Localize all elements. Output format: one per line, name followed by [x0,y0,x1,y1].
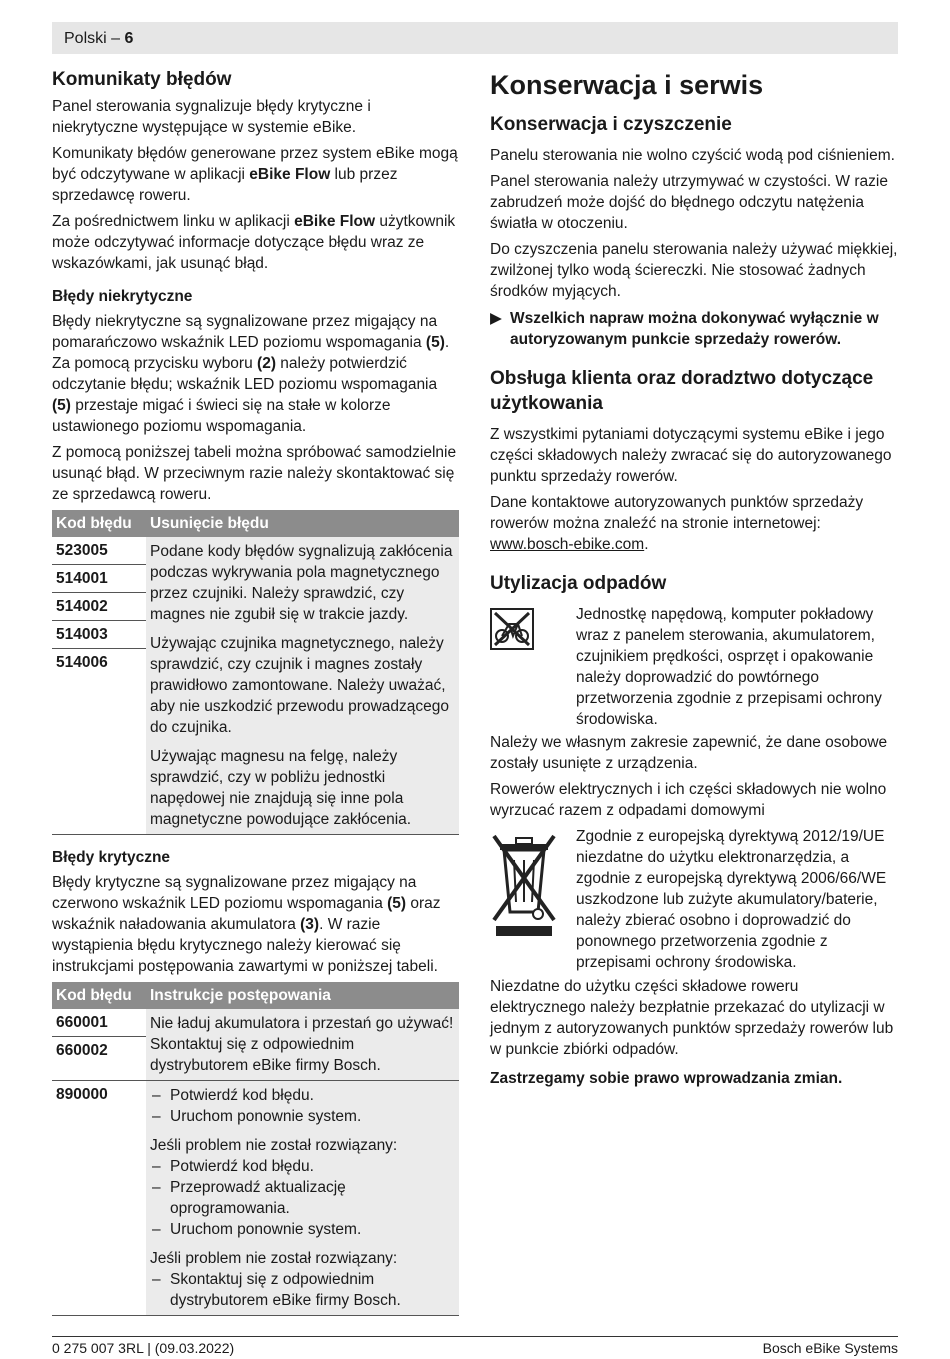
instructions-cell [146,1081,459,1316]
text-span: Komunikaty błędów generowane przez system eBike mogą być odczytywane w aplikacji [52,145,458,183]
critical-errors-title: Błędy krytyczne [52,849,171,866]
error-code: 514006 [52,648,146,676]
right-column [490,68,898,1094]
disposal-block-1 [490,604,898,730]
repair-note [490,308,898,350]
header-separator: – [106,30,125,47]
table-row [52,537,459,835]
disposal-paragraph-3: Rowerów elektrycznych i ich części składowych nie wolno wyrzucać razem z odpadami domowymi [490,781,887,819]
app-name: eBike Flow [249,166,331,183]
disposal-paragraph-5: Niezdatne do użytku części składowe roweru elektrycznego należy bezpłatnie przekazać do utylizacji w jednym z autoryzowanych punktów sprzedaży rowerów lub w punkcie zbiórki odpadów. [490,978,894,1058]
reserve-text: Zastrzegamy sobie prawo wprowadzania zmian. [490,1070,843,1087]
remedy-text: Używając czujnika magnetycznego, należy sprawdzić, czy czujnik i magnes zostały prawidłowo zamontowane. Należy uważać, aby nie uszkodzić przewodu prowadzącego do czujnika. [150,635,449,736]
column-header-code: Kod błędu [52,510,146,537]
list-item: – Uruchom ponownie system. [150,1106,455,1127]
text-span: . Za pomocą przycisku wyboru [52,334,450,372]
table-header-row [52,510,459,537]
remedy-cell [146,537,459,835]
text-span: Błędy niekrytyczne są sygnalizowane przez migający na pomarańczowo wskaźnik LED poziomu wspomagania [52,313,438,351]
noncritical-paragraph-2: Z pomocą poniższej tabeli można spróbować samodzielnie usunąć błąd. W przeciwnym razie należy skontaktować się ze sprzedawcą roweru. [52,444,457,503]
table-header-row [52,982,459,1009]
ref-number: (5) [387,895,407,912]
triangle-right-icon: ▶ [490,310,502,327]
disposal-paragraph-4: Zgodnie z europejską dyrektywą 2012/19/UE niezdatne do użytku elektronarzędzia, a zgodnie z europejską dyrektywą 2006/66/WE uszkodzone lub zużyte akumulatory/baterie, należy zbierać osobno i doprowadzić do ponownego przetworzenia zgodnie z przepisami ochrony środowiska. [576,828,887,971]
table-row [52,1081,459,1316]
reserve-notice [490,1068,898,1089]
noncritical-paragraph-1 [52,311,459,437]
remedy-text: Używając magnesu na felgę, należy sprawdzić, czy w pobliżu jednostki napędowej nie znajdują się inne pola magnetyczne powodujące zakłócenia. [150,748,412,828]
error-messages-title: Komunikaty błędów [52,69,232,90]
page-header-bar [52,22,898,54]
error-code: 890000 [52,1081,146,1108]
list-item: – Skontaktuj się z odpowiednim dystrybutorem eBike firmy Bosch. [150,1269,455,1311]
text-span: lub przez sprzedawcę roweru. [52,166,398,204]
footer-divider [52,1336,898,1337]
ref-number: (3) [300,916,320,933]
ref-number: (5) [52,397,71,414]
repair-note-text: Wszelkich napraw można dokonywać wyłącznie w autoryzowanym punkcie sprzedaży rowerów. [510,310,879,348]
error-code-cell [52,537,146,835]
text-span: Za pośrednictwem linku w aplikacji [52,213,295,230]
intro-paragraph-1: Panel sterowania sygnalizuje błędy krytyczne i niekrytyczne występujące w systemie eBike. [52,98,371,136]
instruction-list [150,1269,455,1311]
text-span: należy potwierdzić odczytanie błędu; wskaźnik LED poziomu wspomagania [52,355,438,393]
text-span: . [644,536,649,553]
text-span: . W razie wystąpienia błędu krytycznego należy kierować się instrukcjami postępowania zawartymi w poniższej tabeli. [52,916,438,975]
crossed-out-bin-icon [490,830,558,944]
service-paragraph-2 [490,492,898,555]
customer-service-title: Obsługa klienta oraz doradztwo dotyczące użytkowania [490,368,874,414]
no-bicycle-bin-icon [490,608,534,656]
column-header-code: Kod błędu [52,982,146,1009]
ref-number: (5) [425,334,445,351]
maintenance-service-title: Konserwacja i serwis [490,70,764,100]
text-span: Dane kontaktowe autoryzowanych punktów sprzedaży rowerów można znaleźć na stronie internetowej: [490,494,864,532]
disposal-paragraph-2: Należy we własnym zakresie zapewnić, że dane osobowe zostały usunięte z urządzenia. [490,734,888,772]
instruction-condition: Jeśli problem nie został rozwiązany: [150,1137,398,1154]
remedy-text: Podane kody błędów sygnalizują zakłócenia podczas wykrywania pola magnetycznego przez czujniki. Należy sprawdzić, czy magnes nie zgubił się w trakcie jazdy. [150,543,453,623]
error-code: 523005 [52,537,146,564]
list-item: – Potwierdź kod błędu. [150,1156,455,1177]
maintenance-paragraph-1: Panelu sterowania nie wolno czyścić wodą pod ciśnieniem. [490,147,895,164]
noncritical-error-table [52,510,459,835]
footer-brand: Bosch eBike Systems [762,1340,898,1356]
ref-number: (2) [257,355,276,372]
header-language: Polski [64,30,107,47]
page-header-text [64,28,133,49]
noncritical-errors-title: Błędy niekrytyczne [52,288,193,305]
error-code: 514003 [52,620,146,648]
error-code: 660002 [52,1036,146,1064]
error-code: 514002 [52,592,146,620]
list-item: – Potwierdź kod błędu. [150,1085,455,1106]
list-item: – Przeprowadź aktualizację oprogramowania. [150,1177,455,1219]
instruction-condition: Jeśli problem nie został rozwiązany: [150,1250,398,1267]
column-header-instructions: Instrukcje postępowania [146,982,459,1009]
critical-paragraph [52,872,459,977]
left-column [52,68,459,1316]
intro-paragraph-2 [52,143,459,206]
disposal-block-2 [490,826,898,974]
maintenance-cleaning-title: Konserwacja i czyszczenie [490,114,732,135]
maintenance-paragraph-3: Do czyszczenia panelu sterowania należy używać miękkiej, zwilżonej tylko wodą ściereczki. Nie stosować żadnych środków myjących. [490,241,898,300]
instructions-text: Nie ładuj akumulatora i przestań go używać! Skontaktuj się z odpowiednim dystrybutorem eBike firmy Bosch. [150,1015,454,1074]
disposal-title: Utylizacja odpadów [490,573,667,594]
footer-doc-number: 0 275 007 3RL | (09.03.2022) [52,1340,235,1356]
instruction-list [150,1156,455,1240]
text-span: przestaje migać i świeci się na stałe w kolorze ustawionego poziomu wspomagania. [52,397,391,435]
header-page-number: 6 [124,30,134,47]
instruction-list [150,1085,455,1127]
critical-error-table [52,982,459,1316]
website-link[interactable]: www.bosch-ebike.com [490,536,645,553]
text-span: Błędy krytyczne są sygnalizowane przez migający na czerwono wskaźnik LED poziomu wspomagania [52,874,417,912]
app-name: eBike Flow [294,213,376,230]
column-header-remedy: Usunięcie błędu [146,510,459,537]
disposal-paragraph-1: Jednostkę napędową, komputer pokładowy wraz z panelem sterowania, akumulatorem, czujnikiem prędkości, osprzęt i opakowanie należy doprowadzić do powtórnego przetworzenia zgodnie z przepisami ochrony środowiska. [576,606,882,728]
error-code-cell [52,1081,146,1316]
text-span: oraz wskaźnik naładowania akumulatora [52,895,441,933]
instructions-cell [146,1009,459,1081]
maintenance-paragraph-2: Panel sterowania należy utrzymywać w czystości. W razie zabrudzeń może dojść do błędnego odczytu natężenia światła w otoczeniu. [490,173,888,232]
error-code: 660001 [52,1009,146,1036]
intro-paragraph-3 [52,211,459,274]
error-code-cell [52,1009,146,1081]
error-code: 514001 [52,564,146,592]
table-row [52,1009,459,1081]
service-paragraph-1: Z wszystkimi pytaniami dotyczącymi systemu eBike i jego części składowych należy zwracać się do autoryzowanego punktu sprzedaży rowerów. [490,426,892,485]
list-item: – Uruchom ponownie system. [150,1219,455,1240]
text-span: użytkownik może odczytywać informacje dotyczące błędu wraz ze wskazówkami, jak usunąć błąd. [52,213,456,272]
